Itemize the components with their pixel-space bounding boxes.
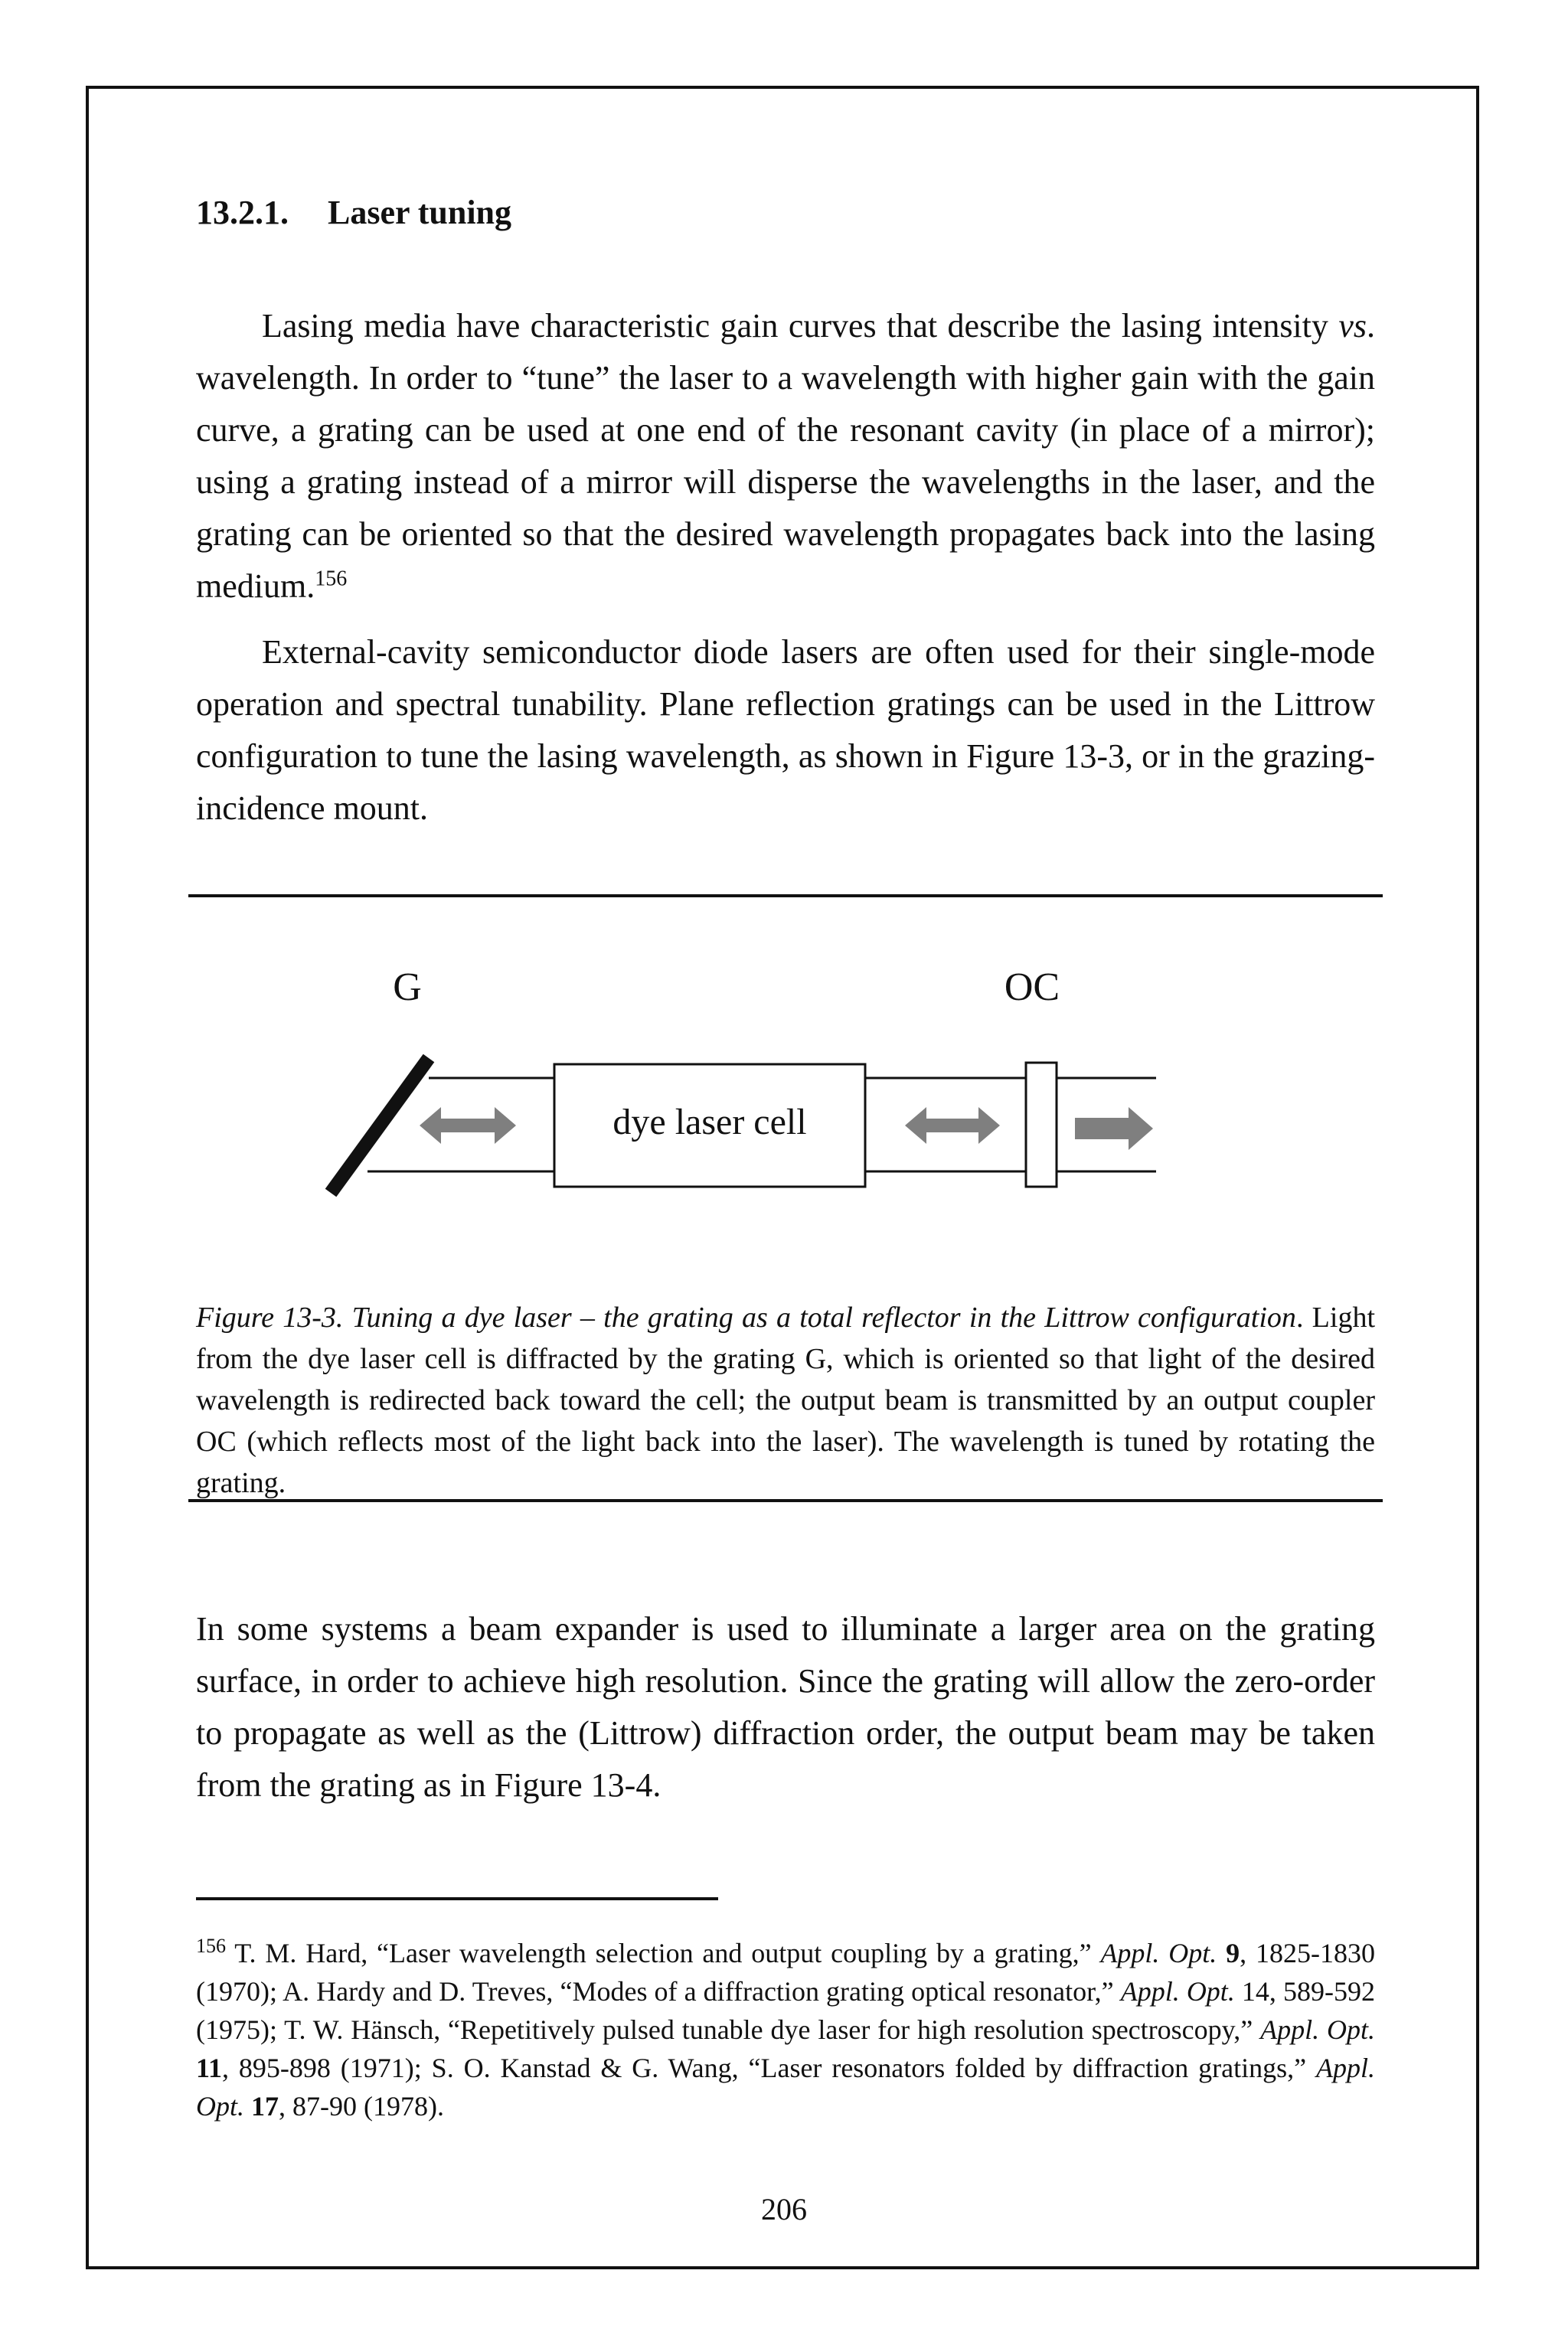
paragraph-1-part-b: . wavelength. In order to “tune” the laser to a wavelength with higher gain with the gain curve, a grating can be used at one end of the resonant cavity (in place of a mirror); using a grating instead of a mirror will disperse the wavelengths in the laser, and the grating can be oriented so that the desired wavelength propagates back into the lasing medium.: [196, 307, 1375, 605]
figure-caption: [196, 1297, 1375, 1504]
double-arrow-left: [420, 1107, 516, 1144]
footnote-text-4: , 895-898 (1971); S. O. Kanstad & G. Wang, “Laser resonators folded by diffraction gratings,”: [222, 2053, 1316, 2083]
figure-bottom-rule: [188, 1499, 1383, 1502]
paragraph-1-part-a: Lasing media have characteristic gain curves that describe the lasing intensity: [262, 307, 1339, 345]
paragraph-1-vs: vs: [1338, 307, 1367, 345]
grating-g: [331, 1058, 429, 1193]
label-g: G: [393, 965, 422, 1009]
page-number: 206: [761, 2192, 807, 2226]
output-arrow: [1075, 1107, 1153, 1150]
caption-title: Figure 13-3. Tuning a dye laser – the grating as a total reflector in the Littrow configuration: [196, 1302, 1296, 1334]
footnote-ref-156[interactable]: 156: [315, 567, 348, 591]
output-coupler-oc: [1026, 1063, 1057, 1187]
footnote-journal-2: Appl. Opt.: [1120, 1976, 1235, 2007]
footnote-space-4: [244, 2091, 251, 2122]
paragraph-3: In some systems a beam expander is used to illuminate a larger area on the grating surface, in order to achieve high resolution. Since the grating will allow the zero-order to propagate as well as the (Littrow) diffraction order, the output beam may be taken from the grating as in Figure 13-4.: [196, 1610, 1375, 1804]
footnote-volume-1: 9: [1226, 1938, 1240, 1968]
footnote-text-5: , 87-90 (1978).: [279, 2091, 444, 2122]
footnote-text-1: T. M. Hard, “Laser wavelength selection and output coupling by a grating,”: [226, 1938, 1101, 1968]
footnote-volume-4: 17: [251, 2091, 279, 2122]
footnote-text-2: , 1825-1830 (1970); A. Hardy and D. Treves, “Modes of a diffraction grating optical resonator,”: [196, 1938, 1375, 2007]
section-number: 13.2.1.: [196, 194, 289, 231]
footnote-journal-1: Appl. Opt.: [1100, 1938, 1217, 1968]
section-title: Laser tuning: [328, 194, 512, 231]
caption-text: . Light from the dye laser cell is diffracted by the grating G, which is oriented so that light of the desired wavelength is redirected back toward the cell; the output beam is transmitted by an output coupler OC (which reflects most of the light back into the laser). The wavelength is tuned by rotating the grating.: [196, 1302, 1376, 1499]
footnote-text-3: 14, 589-592 (1975); T. W. Hänsch, “Repetitively pulsed tunable dye laser for high resolution spectroscopy,”: [196, 1976, 1375, 2045]
body-text-bottom: [196, 1603, 1375, 1811]
paragraph-2: External-cavity semiconductor diode lasers are often used for their single-mode operation and spectral tunability. Plane reflection gratings can be used in the Littrow configuration to tune the lasing wavelength, as shown in Figure 13-3, or in the grazing-incidence mount.: [196, 633, 1375, 827]
label-oc: OC: [1004, 965, 1060, 1009]
footnote-rule: [196, 1897, 718, 1900]
footnote-journal-4: Appl. Opt.: [196, 2053, 1375, 2122]
double-arrow-middle: [905, 1107, 1000, 1144]
footnote-space-1: [1217, 1938, 1226, 1968]
footnote-number: 156: [196, 1935, 226, 1957]
footnote-journal-3: Appl. Opt.: [1260, 2014, 1375, 2045]
footnote-156: [196, 1934, 1375, 2125]
dye-laser-cell-label: dye laser cell: [612, 1102, 807, 1143]
footnote-volume-3: 11: [196, 2053, 223, 2083]
